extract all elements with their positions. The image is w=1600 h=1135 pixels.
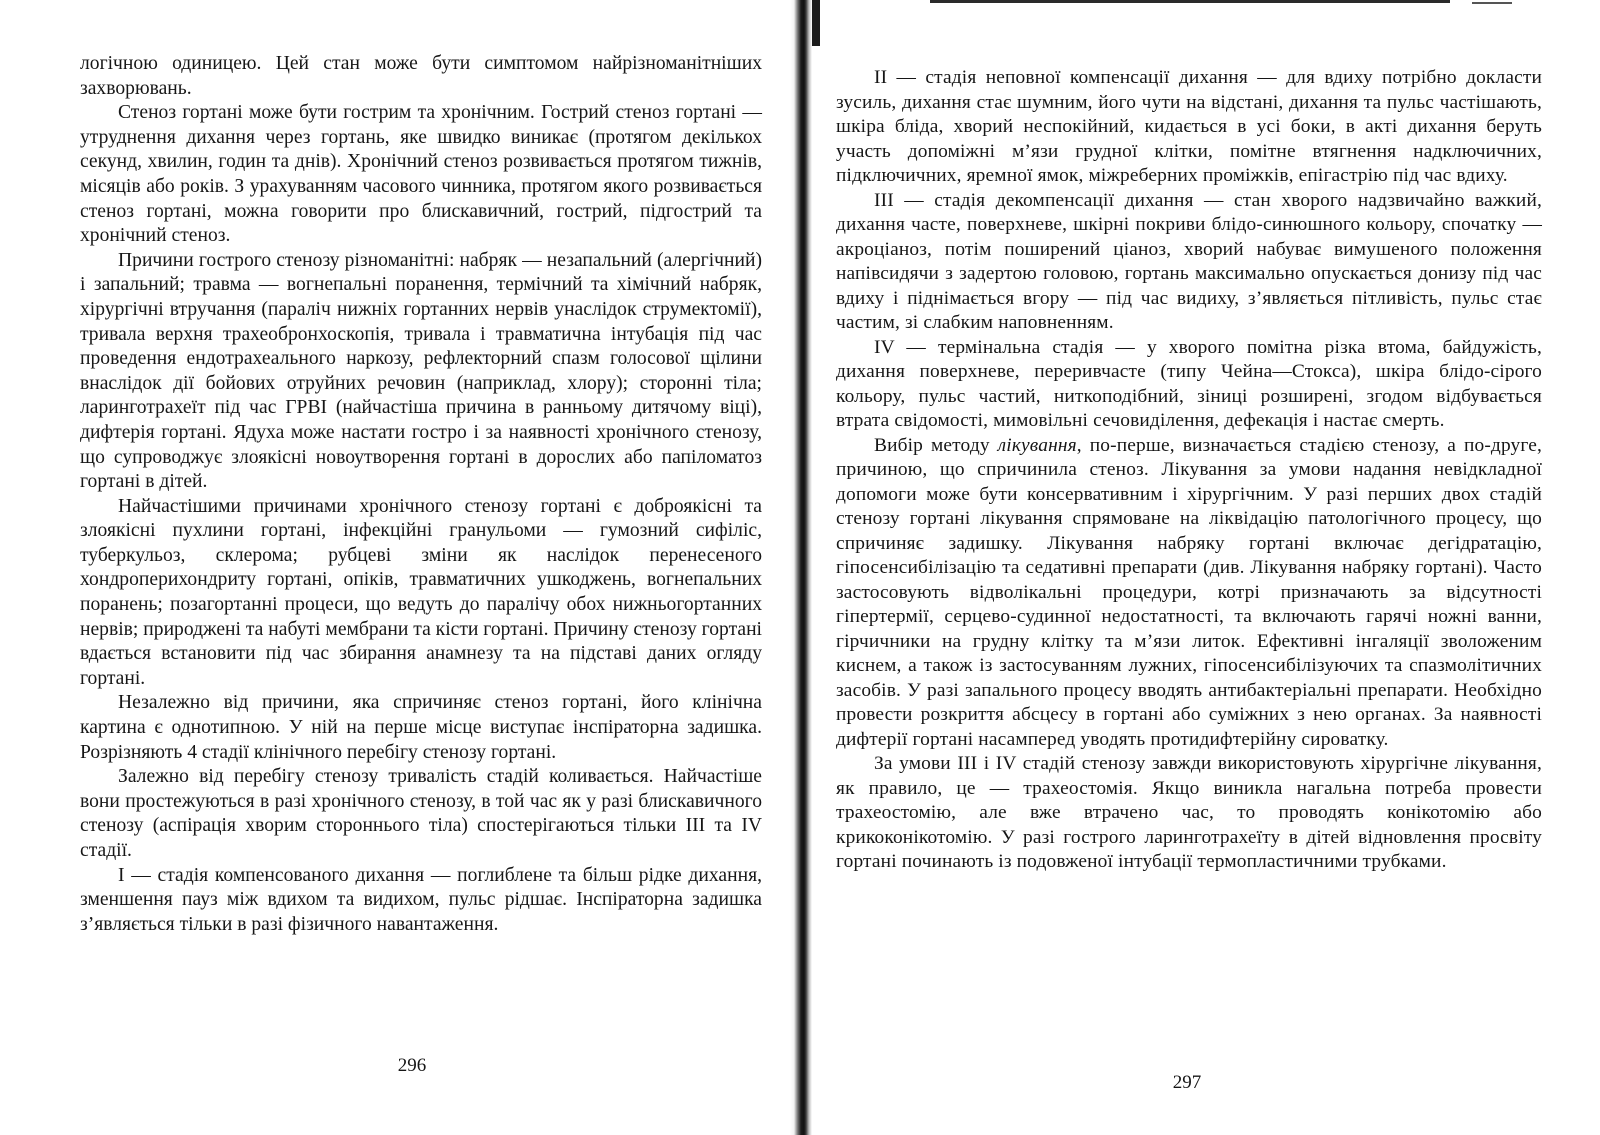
paragraph: Залежно від перебігу стенозу тривалість стадій коливається. Найчастіше вони простежуються в разі хронічного стенозу, в той час як у разі блискавичного стенозу (аспірація хворим стороннього тіла) спостерігаються тільки III та IV стадії. (80, 766, 762, 861)
text-run: Вибір методу (874, 434, 998, 456)
paragraph: II — стадія неповної компенсації дихання — для вдиху потрібно докласти зусиль, дихання стає шумним, його чути на відстані, дихання та пульс частішають, шкіра бліда, хворий неспокійний, кидається в усі боки, в акті дихання беруть участь допоміжні м’язи грудної клітки, помітне втягнення надключичних, підключичних, яремної ямок, міжреберних проміжків, епігастрію під час вдиху. (836, 67, 1542, 186)
paragraph: Незалежно від причини, яка спричиняє стеноз гортані, його клінічна картина є однотипною. У ній на перше місце виступає інспіраторна задишка. Розрізняють 4 стадії клінічного перебігу стенозу гортані. (80, 692, 762, 763)
right-page (812, 0, 1600, 1135)
left-page-text (80, 52, 762, 937)
paragraph: Стеноз гортані може бути гострим та хронічним. Гострий стеноз гортані — утруднення дихання через гортань, яке швидко виникає (протягом декількох секунд, хвилин, годин та днів). Хронічний стеноз розвивається протягом тижнів, місяців або років. З урахуванням часового чинника, протягом якого розвивається стеноз гортані, можна говорити про блискавичний, гострий, підгострий та хронічний стеноз. (80, 102, 762, 247)
paragraph: I — стадія компенсованого дихання — поглиблене та більш рідке дихання, зменшення пауз між вдихом та видихом, пульс рідшає. Інспіраторна задишка з’являється тільки в разі фізичного навантаження. (80, 864, 762, 935)
paragraph: За умови III і IV стадій стенозу завжди використовують хірургічне лікування, як правило, це — трахеостомія. Якщо виникла нагальна потреба провести трахеостомію, але вже втрачено час, то проводять конікотомію або крикоконікотомію. У разі гострого ларинготрахеїту в дітей відновлення просвіту гортані починають із подовженої інтубації термопластичними трубками. (836, 753, 1542, 872)
left-page (0, 0, 790, 1135)
right-page-text (836, 66, 1542, 875)
page-number: 296 (397, 1055, 427, 1076)
text-run: , по-перше, визначається стадією стенозу, а по-друге, причиною, що спричинила стеноз. Лікування за умови надання невідкладної допомоги може бути консервативним і хірургічним. У разі перших двох стадій стенозу гортані лікування спрямоване на ліквідацію патологічного процесу, що спричиняє задишку. Лікування набряку гортані включає дегідратацію, гіпосенсибілізацію та седативні препарати (див. Лікування набряку гортані). Часто застосовують відволікальні процедури, котрі призначають за відсутності гіпертермії, серцево-судинної недостатності, та включають гарячі ножні ванни, гірчичники на грудну клітку та м’язи литок. Ефективні інгаляції зволоженим киснем, а також із застосуванням лужних, гіпосенсибілізуючих та спазмолітичних засобів. У разі запального процесу вводять антибактеріальні препарати. Необхідно провести розкриття абсцесу в гортані або суміжних з нею органах. За наявності дифтерії гортані насамперед уводять протидифтерійну сироватку. (836, 434, 1542, 750)
page-number: 297 (1172, 1072, 1202, 1093)
paragraph: логічною одиницею. Цей стан може бути симптомом найрізноманітніших захворювань. (80, 53, 762, 99)
emphasis-text: лікування (997, 434, 1077, 456)
paragraph: IV — термінальна стадія — у хворого помітна різка втома, байдужість, дихання поверхневе, переривчасте (типу Чейна—Стокса), шкіра блідо-сірого кольору, пульс частий, ниткоподібний, зіниці розширені, згодом відбувається втрата свідомості, мимовільні сечовиділення, дефекація і настає смерть. (836, 336, 1542, 431)
paragraph: III — стадія декомпенсації дихання — стан хворого надзвичайно важкий, дихання часте, поверхневе, шкірні покриви блідо-синюшного кольору, спочатку — акроціаноз, потім поширений ціаноз, хворий набуває вимушеного положення напівсидячи з задертою головою, гортань максимально опускається донизу під час вдиху і піднімається вгору — під час видиху, з’являється пітливість, пульс стає частим, зі слабким наповненням. (836, 189, 1542, 333)
treatment-paragraph (836, 434, 1542, 753)
paragraph: Причини гострого стенозу різноманітні: набряк — незапальний (алергічний) і запальний; травма — вогнепальні поранення, термічний та хімічний набряк, хірургічні втручання (параліч нижніх гортанних нервів унаслідок струмектомії), тривала верхня трахеобронхоскопія, тривала і травматична інтубація під час проведення ендотрахеального наркозу, рефлекторний спазм голосової щілини внаслідок дії бойових отруйних речовин (наприклад, хлору); сторонні тіла; ларинготрахеїт під час ГРВІ (найчастіша причина в ранньому дитячому віці), дифтерія гортані. Ядуха може настати гостро і за наявності хронічного стенозу, що супроводжує злоякісні новоутворення гортані в дорослих або папіломатоз гортані в дітей. (80, 249, 762, 493)
paragraph: Найчастішими причинами хронічного стенозу гортані є доброякісні та злоякісні пухлини гортані, інфекційні гранульоми — гумозний сифіліс, туберкульоз, склерома; рубцеві зміни як наслідок перенесеного хондроперихондриту гортані, опіків, травматичних ушкоджень, вогнепальних поранень; позагортанні процеси, що ведуть до паралічу обох нижньогортанних нервів; природжені та набуті мембрани та кісти гортані. Причину стенозу гортані вдається встановити під час збирання анамнезу та на підставі даних огляду гортані. (80, 495, 762, 689)
book-spine-shadow (790, 0, 812, 1135)
